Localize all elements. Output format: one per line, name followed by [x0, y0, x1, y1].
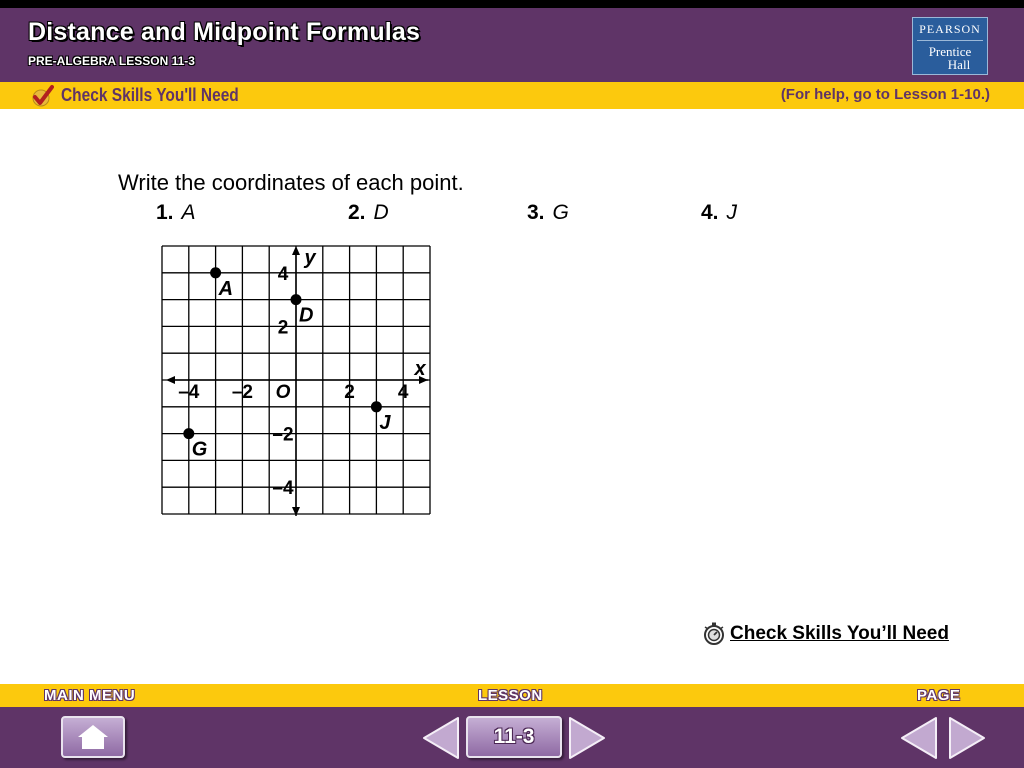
x-tick-label: –2: [231, 382, 253, 403]
nav-bar: [0, 707, 1024, 768]
y-tick-label: –4: [272, 478, 294, 500]
y-axis-arrow-down: [292, 507, 300, 516]
lesson-number-box: 11-3: [466, 716, 562, 758]
problem-point: D: [373, 201, 389, 224]
point-label-g: G: [191, 438, 208, 461]
y-axis-label: y: [304, 247, 316, 269]
x-axis-label: x: [414, 358, 426, 380]
problem-point: G: [552, 201, 569, 224]
x-tick-label: 2: [344, 382, 355, 403]
x-axis-arrow-left: [166, 376, 175, 384]
logo-imprint-line1: Prentice: [928, 44, 972, 59]
origin-label: O: [275, 382, 291, 403]
point-a: [210, 267, 221, 278]
home-icon: [63, 718, 123, 756]
point-label-j: J: [379, 411, 391, 434]
lesson-next-button[interactable]: [566, 715, 608, 761]
point-d: [291, 294, 302, 305]
page-label: PAGE: [917, 687, 961, 704]
y-axis-arrow-up: [292, 246, 300, 255]
x-tick-label: –4: [178, 382, 200, 403]
page-subtitle: PRE-ALGEBRA LESSON 11-3: [28, 54, 195, 68]
lesson-label: LESSON: [478, 687, 543, 704]
problem-point: A: [181, 201, 196, 224]
lesson-previous-button[interactable]: [420, 715, 462, 761]
point-j: [371, 401, 382, 412]
x-tick-label: 4: [397, 382, 409, 403]
logo-imprint-line2: Hall: [947, 57, 971, 72]
help-note: (For help, go to Lesson 1-10.): [780, 86, 990, 103]
instruction-text: Write the coordinates of each point.: [118, 170, 464, 195]
problem-number: 2.: [348, 201, 366, 224]
y-tick-label: 2: [277, 317, 289, 339]
problem-point: J: [726, 201, 738, 224]
page-next-button[interactable]: [946, 715, 988, 761]
nav-label-bar: [0, 684, 1024, 707]
y-tick-label: 4: [277, 263, 289, 285]
problem-number: 4.: [701, 201, 719, 224]
skills-label: Check Skills You'll Need: [61, 85, 239, 105]
y-tick-label: –2: [272, 424, 294, 446]
logo-brand: PEARSON: [917, 18, 983, 41]
main-menu-label: MAIN MENU: [44, 687, 136, 704]
main-menu-button[interactable]: [61, 716, 125, 758]
check-skills-link[interactable]: [702, 621, 949, 647]
page-title: Distance and Midpoint Formulas: [28, 18, 421, 46]
problem-number: 3.: [527, 201, 545, 224]
page-previous-button[interactable]: [898, 715, 940, 761]
point-label-d: D: [299, 304, 314, 327]
point-g: [183, 428, 194, 439]
problem-number: 1.: [156, 201, 174, 224]
stopwatch-icon: [702, 621, 726, 647]
point-label-a: A: [218, 277, 234, 300]
check-skills-link-label[interactable]: Check Skills You’ll Need: [730, 623, 949, 644]
